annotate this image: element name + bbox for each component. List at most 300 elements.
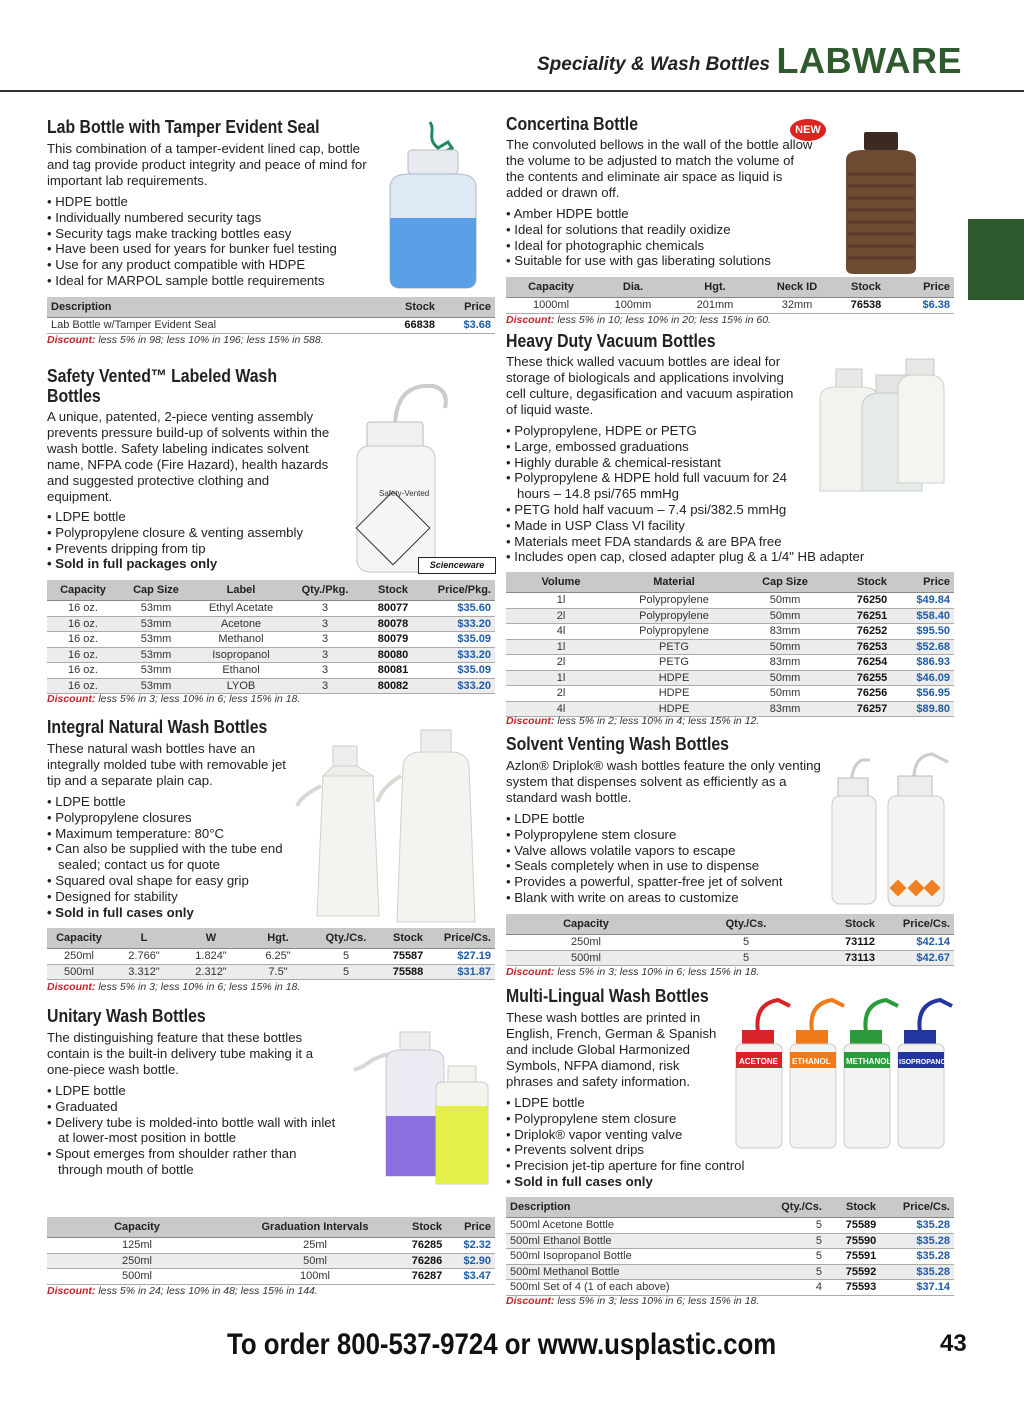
- col-header: Capacity: [506, 914, 666, 935]
- cell: $2.90: [451, 1253, 495, 1269]
- cell: $33.20: [425, 678, 495, 694]
- cell: 25ml: [227, 1238, 403, 1254]
- unitary-bullets: [47, 1083, 337, 1178]
- page-number: 43: [940, 1330, 967, 1357]
- cell: $42.67: [894, 950, 954, 966]
- cell: $35.09: [425, 663, 495, 679]
- discount-text: less 5% in 3; less 10% in 6; less 15% in 18.: [557, 966, 760, 978]
- bullet: • LDPE bottle: [47, 1083, 337, 1099]
- vented-bottle-image: [345, 378, 485, 578]
- bullet: • Security tags make tracking bottles easy: [47, 226, 377, 242]
- discount-text: less 5% in 3; less 10% in 6; less 15% in 18.: [98, 693, 301, 705]
- discount-label: Discount:: [47, 693, 96, 705]
- cell: 2l: [506, 608, 616, 624]
- bullet: • PETG hold half vacuum – 7.4 psi/382.5 mmHg: [506, 502, 906, 518]
- table-row: [506, 624, 954, 640]
- vacuum-table: [506, 572, 954, 717]
- bullet: • Have been used for years for bunker fuel testing: [47, 241, 377, 257]
- cell: 53mm: [119, 647, 193, 663]
- col-header: Hgt.: [670, 277, 760, 298]
- cell: 75588: [381, 964, 435, 980]
- bullet: • Highly durable & chemical-resistant: [506, 455, 906, 471]
- cell: 76254: [838, 655, 906, 671]
- cell: 250ml: [47, 949, 111, 965]
- cell: 76253: [838, 639, 906, 655]
- bullet: • Spout emerges from shoulder rather than through mouth of bottle: [47, 1146, 337, 1178]
- bullet: • LDPE bottle: [506, 1095, 806, 1111]
- solvent-discount: [506, 966, 759, 978]
- cell: 500ml Set of 4 (1 of each above): [506, 1280, 726, 1296]
- col-header: L: [111, 928, 177, 949]
- solvent-desc: Azlon® Driplok® wash bottles feature the only venting system that dispenses solvent as efficiently as a standard wash bottle.: [506, 758, 821, 805]
- col-header: Stock: [361, 580, 425, 601]
- table-row: [506, 655, 954, 671]
- cell: 250ml: [506, 935, 666, 951]
- bullet: • Graduated: [47, 1099, 337, 1115]
- solvent-title: Solvent Venting Wash Bottles: [506, 734, 729, 754]
- bullet: • Seals completely when in use to dispense: [506, 858, 826, 874]
- table-row: [47, 632, 495, 648]
- col-header: Capacity: [47, 928, 111, 949]
- cell: 83mm: [732, 624, 838, 640]
- scienceware-logo: Scienceware: [418, 557, 496, 574]
- cell: $46.09: [906, 670, 954, 686]
- cell: 3: [289, 601, 361, 617]
- cell: 16 oz.: [47, 601, 119, 617]
- col-header: Label: [193, 580, 289, 601]
- table-row: [47, 1269, 495, 1285]
- cell: 500ml: [47, 1269, 227, 1285]
- bottle-label-text: Safety-Vented: [379, 489, 430, 498]
- tamper-discount: [47, 334, 324, 346]
- cell: $33.20: [425, 616, 495, 632]
- cell: 53mm: [119, 616, 193, 632]
- table-row: [47, 1253, 495, 1269]
- unitary-discount: [47, 1285, 318, 1297]
- cell: 73113: [826, 950, 894, 966]
- cell: Isopropanol: [193, 647, 289, 663]
- cell: 4l: [506, 624, 616, 640]
- unitary-desc: The distinguishing feature that these bottles contain is the built-in delivery tube making it a one-piece wash bottle.: [47, 1030, 314, 1077]
- bullet: • Suitable for use with gas liberating solutions: [506, 253, 806, 269]
- bullet: • Polypropylene, HDPE or PETG: [506, 423, 906, 439]
- cell: 53mm: [119, 663, 193, 679]
- integral-desc: These natural wash bottles have an integrally molded tube with removable jet tip and a separate plain cap.: [47, 741, 286, 788]
- unitary-bottles-image: [340, 1026, 500, 1191]
- cell: 53mm: [119, 632, 193, 648]
- cell: 50mm: [732, 686, 838, 702]
- discount-label: Discount:: [47, 1285, 96, 1297]
- cell: $31.87: [435, 964, 495, 980]
- col-header: W: [177, 928, 245, 949]
- col-header: Price: [439, 297, 495, 318]
- col-header: Price/Cs.: [894, 914, 954, 935]
- cell: 250ml: [47, 1253, 227, 1269]
- bottle-label-ethanol: ETHANOL: [792, 1057, 831, 1066]
- cell: $89.80: [906, 701, 954, 717]
- cell: 50mm: [732, 639, 838, 655]
- cell: 5: [726, 1233, 826, 1249]
- bottle-label-acetone: ACETONE: [739, 1057, 778, 1066]
- cell: 53mm: [119, 601, 193, 617]
- table-row: [47, 616, 495, 632]
- tamper-bottle-image: [378, 118, 488, 293]
- cell: 32mm: [760, 298, 834, 314]
- cell: 5: [666, 950, 826, 966]
- cell: 1.824": [177, 949, 245, 965]
- cell: 76251: [838, 608, 906, 624]
- cell: $27.19: [435, 949, 495, 965]
- bullet: • LDPE bottle: [506, 811, 826, 827]
- cell: 3: [289, 663, 361, 679]
- discount-text: less 5% in 98; less 10% in 196; less 15% in 588.: [98, 334, 324, 346]
- col-header: Stock: [403, 1217, 451, 1238]
- cell: 50mm: [732, 670, 838, 686]
- table-row: [506, 608, 954, 624]
- col-header: Price: [451, 1217, 495, 1238]
- cell: 75587: [381, 949, 435, 965]
- cell: 5: [311, 964, 381, 980]
- cell: 76252: [838, 624, 906, 640]
- cell: 75591: [826, 1249, 896, 1265]
- bullet: • LDPE bottle: [47, 794, 287, 810]
- vented-table: [47, 580, 495, 694]
- discount-text: less 5% in 24; less 10% in 48; less 15% in 144.: [98, 1285, 318, 1297]
- table-row: [506, 639, 954, 655]
- table-row: [47, 318, 495, 334]
- cell: 2.312": [177, 964, 245, 980]
- cell: 201mm: [670, 298, 760, 314]
- vented-title-line2: Bottles: [47, 386, 101, 406]
- concertina-bullets: [506, 206, 806, 269]
- discount-label: Discount:: [47, 334, 96, 346]
- cell: $49.84: [906, 593, 954, 609]
- cell: 16 oz.: [47, 647, 119, 663]
- tamper-table: [47, 297, 495, 334]
- cell: HDPE: [616, 701, 732, 717]
- bullet: • Materials meet FDA standards & are BPA free: [506, 534, 906, 550]
- col-header: Cap Size: [732, 572, 838, 593]
- table-row: [47, 647, 495, 663]
- col-header: Neck ID: [760, 277, 834, 298]
- col-header: Capacity: [506, 277, 596, 298]
- cell: LYOB: [193, 678, 289, 694]
- cell: 83mm: [732, 655, 838, 671]
- cell: 3: [289, 678, 361, 694]
- tamper-title: Lab Bottle with Tamper Evident Seal: [47, 117, 320, 137]
- cell: 1l: [506, 670, 616, 686]
- multilingual-desc: These wash bottles are printed in English, French, German & Spanish and include Global Harmonized Symbols, NFPA diamond, risk phrases and safety information.: [506, 1010, 717, 1089]
- cell: 80077: [361, 601, 425, 617]
- cell: 16 oz.: [47, 678, 119, 694]
- col-header: Stock: [357, 297, 439, 318]
- bullet: • Prevents dripping from tip: [47, 541, 377, 557]
- integral-title: Integral Natural Wash Bottles: [47, 717, 268, 737]
- bullet: • Individually numbered security tags: [47, 210, 377, 226]
- bullet: • Valve allows volatile vapors to escape: [506, 843, 826, 859]
- cell: $35.28: [896, 1233, 954, 1249]
- discount-text: less 5% in 10; less 10% in 20; less 15% in 60.: [557, 314, 771, 326]
- new-badge: NEW: [790, 119, 826, 141]
- cell: PETG: [616, 655, 732, 671]
- table-row: [506, 686, 954, 702]
- cell: 7.5": [245, 964, 311, 980]
- cell: 76285: [403, 1238, 451, 1254]
- vented-bullets: [47, 509, 377, 572]
- table-row: [47, 949, 495, 965]
- col-header: Stock: [834, 277, 898, 298]
- col-header: Capacity: [47, 580, 119, 601]
- cell: 16 oz.: [47, 616, 119, 632]
- col-header: Qty./Cs.: [311, 928, 381, 949]
- multilingual-bottles-image: [730, 996, 960, 1152]
- discount-text: less 5% in 3; less 10% in 6; less 15% in 18.: [98, 981, 301, 993]
- cell: 3.312": [111, 964, 177, 980]
- cell: $86.93: [906, 655, 954, 671]
- bullet: • Polypropylene closures: [47, 810, 287, 826]
- cell: $56.95: [906, 686, 954, 702]
- cell: 2l: [506, 686, 616, 702]
- bullet: • Made in USP Class VI facility: [506, 518, 906, 534]
- cell: $35.28: [896, 1218, 954, 1234]
- cell: 6.25": [245, 949, 311, 965]
- col-header: Price/Cs.: [435, 928, 495, 949]
- bullet: • Precision jet-tip aperture for fine control: [506, 1158, 806, 1174]
- cell: 76250: [838, 593, 906, 609]
- col-header: Material: [616, 572, 732, 593]
- cell: $37.14: [896, 1280, 954, 1296]
- bullet: • Delivery tube is molded-into bottle wall with inlet at lower-most position in bottle: [47, 1115, 337, 1147]
- cell: 500ml Ethanol Bottle: [506, 1233, 726, 1249]
- discount-label: Discount:: [506, 1295, 555, 1307]
- cell: 5: [726, 1264, 826, 1280]
- col-header: Stock: [826, 1197, 896, 1218]
- vacuum-title: Heavy Duty Vacuum Bottles: [506, 331, 716, 351]
- cell: 50mm: [732, 608, 838, 624]
- cell: 50ml: [227, 1253, 403, 1269]
- table-row: [506, 1249, 954, 1265]
- bullet: • Ideal for solutions that readily oxidize: [506, 222, 806, 238]
- discount-label: Discount:: [506, 715, 555, 727]
- cell: 4l: [506, 701, 616, 717]
- table-row: [506, 670, 954, 686]
- integral-discount: [47, 981, 300, 993]
- col-header: Graduation Intervals: [227, 1217, 403, 1238]
- table-row: [506, 950, 954, 966]
- col-header: Stock: [838, 572, 906, 593]
- cell: 76257: [838, 701, 906, 717]
- solvent-bottles-image: [822, 748, 957, 910]
- cell: $2.32: [451, 1238, 495, 1254]
- cell: 1000ml: [506, 298, 596, 314]
- bullet: • Polypropylene & HDPE hold full vacuum for 24 hours – 14.8 psi/765 mmHg: [506, 470, 817, 502]
- col-header: Description: [47, 297, 357, 318]
- integral-bottles-image: [293, 726, 493, 926]
- cell: 1l: [506, 593, 616, 609]
- cell: 76256: [838, 686, 906, 702]
- concertina-discount: [506, 314, 771, 326]
- cell: 76255: [838, 670, 906, 686]
- cell: 75590: [826, 1233, 896, 1249]
- table-row: [506, 1264, 954, 1280]
- cell: 75593: [826, 1280, 896, 1296]
- col-header: Dia.: [596, 277, 670, 298]
- bullet: • Polypropylene stem closure: [506, 1111, 806, 1127]
- cell: 500ml: [47, 964, 111, 980]
- cell: Polypropylene: [616, 593, 732, 609]
- tamper-desc: This combination of a tamper-evident lined cap, bottle and tag provide product integrity and peace of mind for important lab requirements.: [47, 141, 367, 188]
- bottle-label-methanol: METHANOL: [846, 1057, 892, 1066]
- discount-label: Discount:: [47, 981, 96, 993]
- cell: Acetone: [193, 616, 289, 632]
- col-header: Qty./Cs.: [666, 914, 826, 935]
- cell: 76287: [403, 1269, 451, 1285]
- bullet: • Prevents solvent drips: [506, 1142, 806, 1158]
- cell: 5: [726, 1218, 826, 1234]
- bullet: • Provides a powerful, spatter-free jet of solvent: [506, 874, 826, 890]
- col-header: Capacity: [47, 1217, 227, 1238]
- col-header: Price/Cs.: [896, 1197, 954, 1218]
- col-header: Volume: [506, 572, 616, 593]
- cell: 53mm: [119, 678, 193, 694]
- col-header: Stock: [826, 914, 894, 935]
- unitary-title: Unitary Wash Bottles: [47, 1006, 206, 1026]
- cell: Ethanol: [193, 663, 289, 679]
- bullet: • Amber HDPE bottle: [506, 206, 806, 222]
- bullet: • Designed for stability: [47, 889, 287, 905]
- cell: $42.14: [894, 935, 954, 951]
- cell: 5: [311, 949, 381, 965]
- cell: 76538: [834, 298, 898, 314]
- vacuum-bottles-image: [810, 355, 960, 500]
- table-row: [47, 601, 495, 617]
- cell: 75589: [826, 1218, 896, 1234]
- footer-order-line: To order 800-537-9724 or www.usplastic.com: [227, 1328, 777, 1361]
- bullet-bold: • Sold in full cases only: [47, 905, 287, 921]
- bullet: • Ideal for MARPOL sample bottle requirements: [47, 273, 377, 289]
- vented-desc: A unique, patented, 2-piece venting assembly prevents pressure build-up of solvents within the wash bottle. Safety labeling indicates solvent name, NFPA code (Fire Hazard), health hazards and suggested protective clothing and equipment.: [47, 409, 330, 504]
- tamper-bullets: [47, 194, 377, 289]
- cell: 80078: [361, 616, 425, 632]
- cell: 2l: [506, 655, 616, 671]
- cell: 16 oz.: [47, 663, 119, 679]
- cell: Polypropylene: [616, 624, 732, 640]
- table-row: [47, 663, 495, 679]
- solvent-table: [506, 914, 954, 966]
- bullet: • Polypropylene stem closure: [506, 827, 826, 843]
- cell: 2.766": [111, 949, 177, 965]
- table-row: [47, 964, 495, 980]
- col-header: Qty./Pkg.: [289, 580, 361, 601]
- col-header: Price/Pkg.: [425, 580, 495, 601]
- concertina-title: Concertina Bottle: [506, 114, 639, 134]
- cell: 3: [289, 632, 361, 648]
- cell: $52.68: [906, 639, 954, 655]
- cell: 73112: [826, 935, 894, 951]
- col-header: Description: [506, 1197, 726, 1218]
- cell: 100mm: [596, 298, 670, 314]
- vented-discount: [47, 693, 300, 705]
- cell: Lab Bottle w/Tamper Evident Seal: [47, 318, 357, 334]
- cell: $33.20: [425, 647, 495, 663]
- integral-bullets: [47, 794, 287, 920]
- cell: 80080: [361, 647, 425, 663]
- cell: $35.28: [896, 1249, 954, 1265]
- bullet: • Polypropylene closure & venting assembly: [47, 525, 377, 541]
- cell: 500ml Methanol Bottle: [506, 1264, 726, 1280]
- vacuum-discount: [506, 715, 759, 727]
- table-row: [47, 678, 495, 694]
- bullet: • Ideal for photographic chemicals: [506, 238, 806, 254]
- cell: 3: [289, 616, 361, 632]
- cell: $58.40: [906, 608, 954, 624]
- cell: 100ml: [227, 1269, 403, 1285]
- cell: 125ml: [47, 1238, 227, 1254]
- cell: $35.28: [896, 1264, 954, 1280]
- col-header: Cap Size: [119, 580, 193, 601]
- cell: $3.47: [451, 1269, 495, 1285]
- cell: HDPE: [616, 670, 732, 686]
- discount-text: less 5% in 2; less 10% in 4; less 15% in 12.: [557, 715, 760, 727]
- discount-label: Discount:: [506, 966, 555, 978]
- cell: 66838: [357, 318, 439, 334]
- cell: 80081: [361, 663, 425, 679]
- cell: 50mm: [732, 593, 838, 609]
- cell: 5: [726, 1249, 826, 1265]
- cell: 3: [289, 647, 361, 663]
- section-tab: [968, 219, 1024, 300]
- bottle-label-isopropanol: ISOPROPANOL: [899, 1059, 951, 1066]
- multilingual-discount: [506, 1295, 759, 1307]
- col-header: Price: [898, 277, 954, 298]
- vacuum-desc: These thick walled vacuum bottles are ideal for storage of biologicals and applications involving cell culture, degasification and vacuum aspiration of liquid waste.: [506, 354, 794, 417]
- cell: Polypropylene: [616, 608, 732, 624]
- col-header: Qty./Cs.: [726, 1197, 826, 1218]
- cell: 500ml Acetone Bottle: [506, 1218, 726, 1234]
- cell: $35.60: [425, 601, 495, 617]
- bullet: • Maximum temperature: 80°C: [47, 826, 287, 842]
- bullet: • Blank with write on areas to customize: [506, 890, 826, 906]
- cell: 5: [666, 935, 826, 951]
- cell: 83mm: [732, 701, 838, 717]
- concertina-desc: The convoluted bellows in the wall of the bottle allow the volume to be adjusted to match the volume of the contents and eliminate air space as liquid is added or drawn off.: [506, 137, 813, 200]
- table-row: [506, 1280, 954, 1296]
- cell: 1l: [506, 639, 616, 655]
- multilingual-table: [506, 1197, 954, 1296]
- bullet-bold: • Sold in full cases only: [506, 1174, 806, 1190]
- cell: 500ml: [506, 950, 666, 966]
- col-header: Hgt.: [245, 928, 311, 949]
- cell: 75592: [826, 1264, 896, 1280]
- bullet: • Includes open cap, closed adapter plug & a 1/4" HB adapter: [506, 549, 906, 565]
- discount-text: less 5% in 3; less 10% in 6; less 15% in 18.: [557, 1295, 760, 1307]
- cell: 80082: [361, 678, 425, 694]
- cell: 4: [726, 1280, 826, 1296]
- bullet: • Squared oval shape for easy grip: [47, 873, 287, 889]
- vented-title-line1: Safety Vented™ Labeled Wash: [47, 366, 278, 386]
- col-header: Stock: [381, 928, 435, 949]
- cell: $35.09: [425, 632, 495, 648]
- unitary-table: [47, 1217, 495, 1285]
- col-header: Price: [906, 572, 954, 593]
- table-row: [506, 593, 954, 609]
- cell: 500ml Isopropanol Bottle: [506, 1249, 726, 1265]
- header-divider: [0, 90, 1024, 92]
- multilingual-title: Multi-Lingual Wash Bottles: [506, 986, 709, 1006]
- cell: Ethyl Acetate: [193, 601, 289, 617]
- bullet: • Large, embossed graduations: [506, 439, 906, 455]
- cell: Methanol: [193, 632, 289, 648]
